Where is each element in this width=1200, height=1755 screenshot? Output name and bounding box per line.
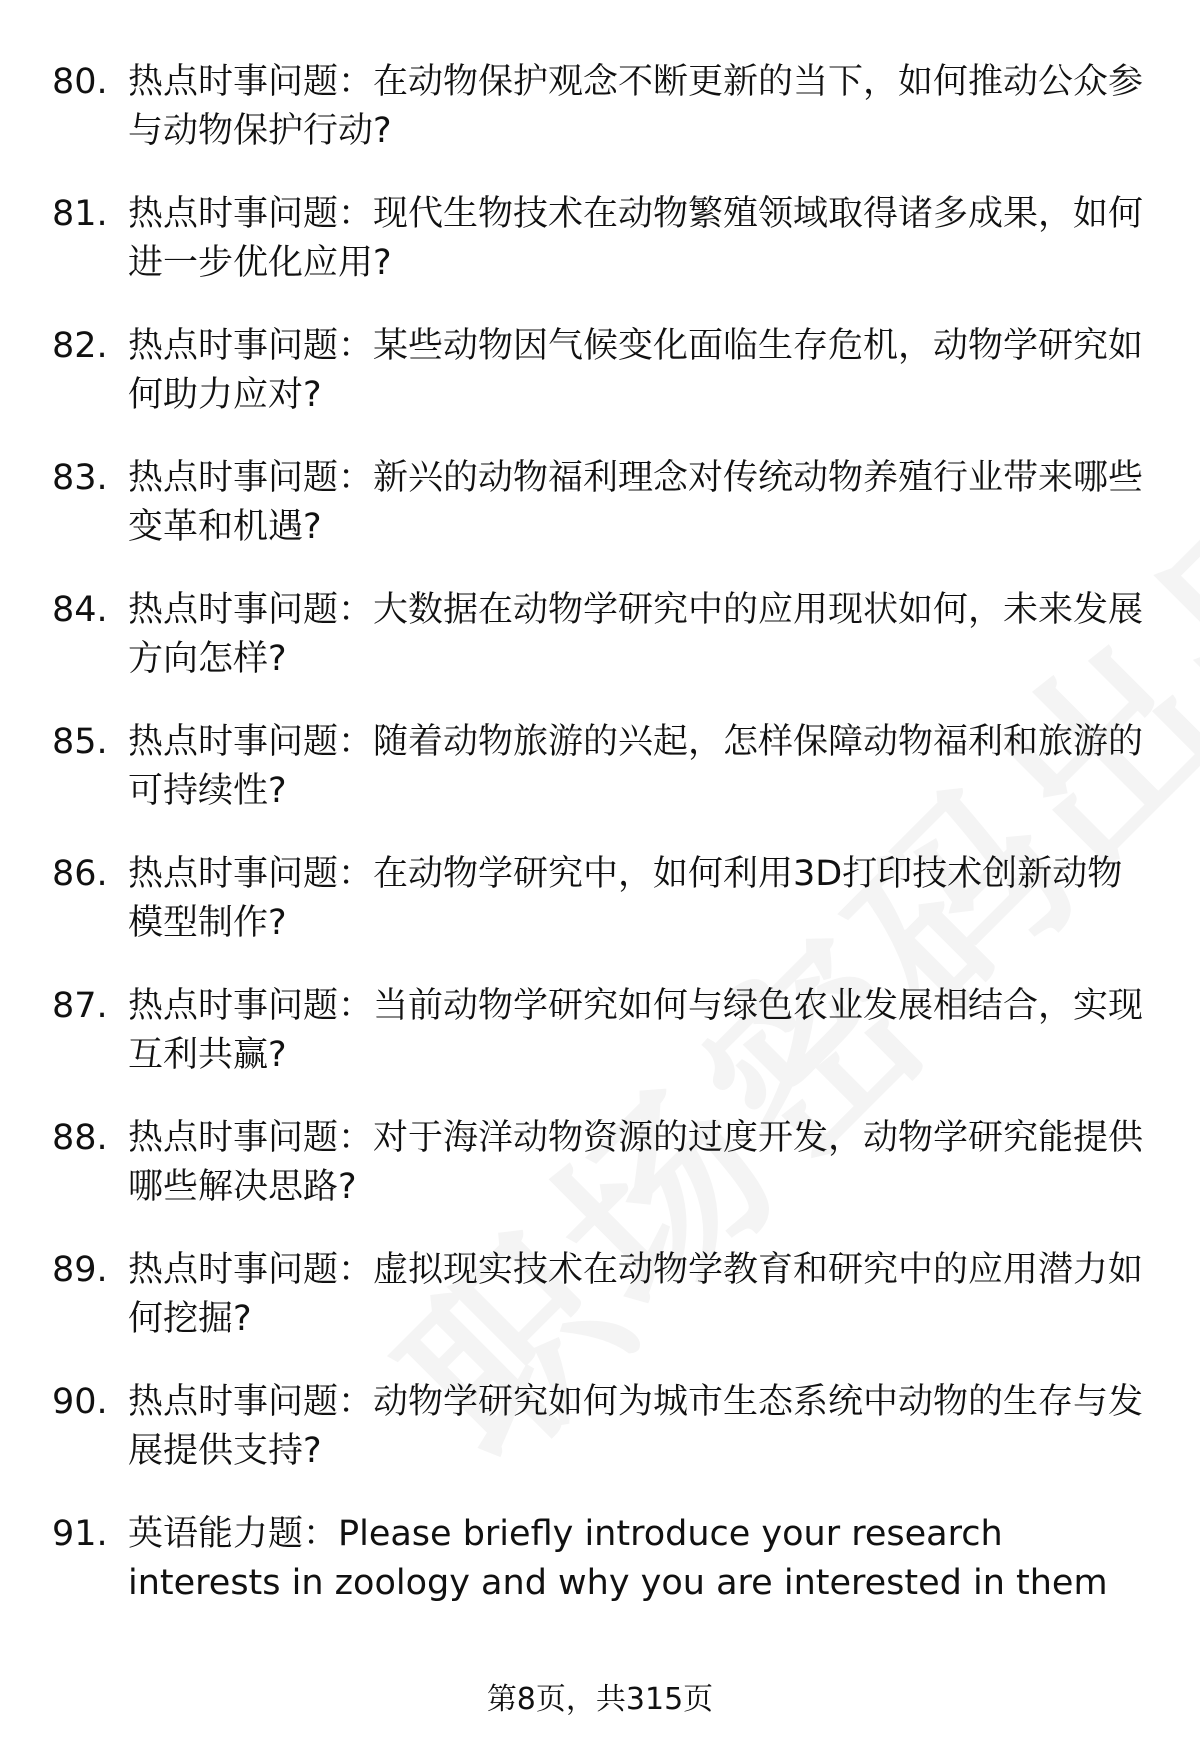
question-item xyxy=(52,1510,1152,1608)
question-number: 89. xyxy=(52,1250,108,1290)
question-item xyxy=(52,982,1152,1080)
question-text: 热点时事问题：当前动物学研究如何与绿色农业发展相结合，实现互利共赢? xyxy=(128,986,1144,1075)
question-text: 热点时事问题：新兴的动物福利理念对传统动物养殖行业带来哪些变革和机遇? xyxy=(128,458,1144,547)
question-number: 80. xyxy=(52,62,108,102)
question-item xyxy=(52,1378,1152,1476)
question-number: 84. xyxy=(52,590,108,630)
question-number: 86. xyxy=(52,854,108,894)
question-text: 热点时事问题：某些动物因气候变化面临生存危机，动物学研究如何助力应对? xyxy=(128,326,1144,415)
question-item xyxy=(52,454,1152,552)
question-item xyxy=(52,718,1152,816)
question-text: 热点时事问题：对于海洋动物资源的过度开发，动物学研究能提供哪些解决思路? xyxy=(128,1118,1144,1207)
question-text: 热点时事问题：大数据在动物学研究中的应用现状如何，未来发展方向怎样? xyxy=(128,590,1144,679)
question-number: 85. xyxy=(52,722,108,762)
question-number: 82. xyxy=(52,326,108,366)
question-text: 热点时事问题：在动物保护观念不断更新的当下，如何推动公众参与动物保护行动? xyxy=(128,62,1144,151)
question-item xyxy=(52,1246,1152,1344)
question-text: 英语能力题：Please briefly introduce your research interests in zoology and why you are interested in them xyxy=(128,1514,1108,1603)
question-text: 热点时事问题：现代生物技术在动物繁殖领域取得诸多成果，如何进一步优化应用? xyxy=(128,194,1144,283)
question-number: 83. xyxy=(52,458,108,498)
question-item xyxy=(52,190,1152,288)
question-number: 90. xyxy=(52,1382,108,1422)
question-list xyxy=(52,58,1152,1642)
page-footer: 第8页，共315页 xyxy=(486,1682,714,1717)
question-item xyxy=(52,58,1152,156)
question-item xyxy=(52,1114,1152,1212)
question-item xyxy=(52,586,1152,684)
question-item xyxy=(52,850,1152,948)
question-number: 81. xyxy=(52,194,108,234)
question-item xyxy=(52,322,1152,420)
question-number: 91. xyxy=(52,1514,108,1554)
question-text: 热点时事问题：在动物学研究中，如何利用3D打印技术创新动物模型制作? xyxy=(128,854,1123,943)
question-text: 热点时事问题：随着动物旅游的兴起，怎样保障动物福利和旅游的可持续性? xyxy=(128,722,1144,811)
question-number: 88. xyxy=(52,1118,108,1158)
question-text: 热点时事问题：虚拟现实技术在动物学教育和研究中的应用潜力如何挖掘? xyxy=(128,1250,1144,1339)
question-number: 87. xyxy=(52,986,108,1026)
question-text: 热点时事问题：动物学研究如何为城市生态系统中动物的生存与发展提供支持? xyxy=(128,1382,1144,1471)
